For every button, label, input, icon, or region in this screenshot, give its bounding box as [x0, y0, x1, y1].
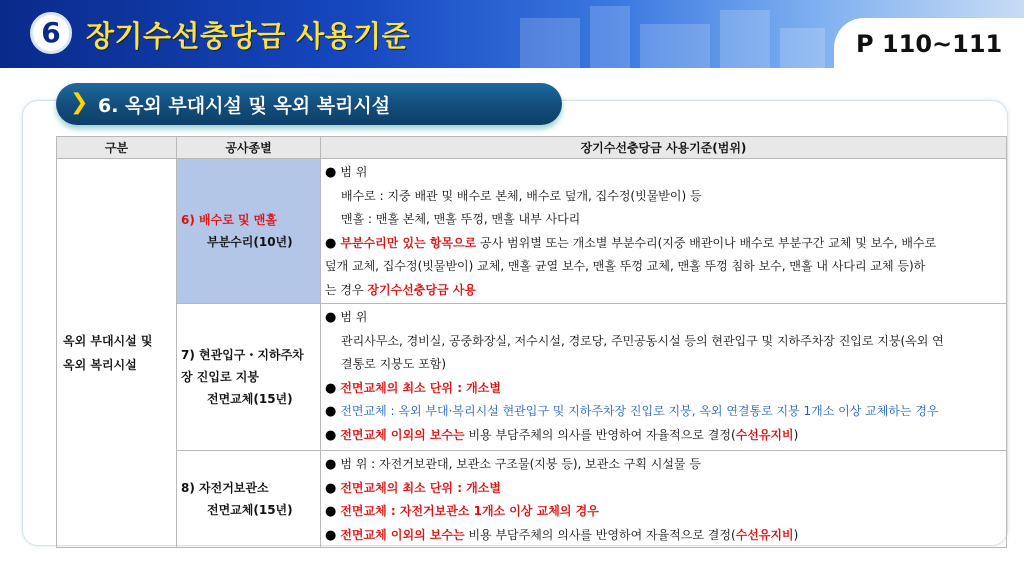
work-type-cell [177, 451, 321, 548]
closing-paren: ) [793, 427, 799, 442]
partial-emphasis: 부분수리만 있는 항목으로 [340, 235, 477, 250]
work-type-name: 6) 배수로 및 맨홀 [181, 213, 277, 227]
table-row [57, 159, 1007, 304]
work-type-cycle: 전면교체(15년) [207, 392, 293, 406]
other-repair-emphasis: 전면교체 이외의 보수는 [340, 427, 465, 442]
bullet-icon: ● [325, 310, 337, 325]
partial-text: 공사 범위별 또는 개소별 부분수리(지중 배관이나 배수로 부분구간 교체 및 보수, 배수로 [476, 235, 937, 250]
header-work-type: 공사종별 [177, 137, 321, 159]
building-silhouette [520, 18, 580, 68]
work-type-name: 8) 자전거보관소 [181, 481, 269, 495]
category-cell [57, 159, 177, 548]
scope-line: 결통로 지붕도 포함) [341, 357, 447, 371]
bullet-icon: ● [325, 380, 337, 396]
category-line: 옥외 복리시설 [63, 358, 137, 372]
bullet-icon: ● [325, 165, 337, 180]
full-replacement-def: 전면교체 : 옥외 부대·복리시설 현관입구 및 지하주차장 진입로 지붕, 옥외 연결통로 지붕 1개소 이상 교체하는 경우 [340, 404, 939, 418]
work-type-name: 장 진입로 지붕 [181, 370, 259, 384]
page-title: 장기수선충당금 사용기준 [86, 19, 411, 53]
table-header-row [57, 137, 1007, 159]
standard-cell [321, 304, 1007, 451]
standard-cell [321, 159, 1007, 304]
section-title: 6. 옥외 부대시설 및 옥외 복리시설 [98, 95, 391, 117]
bullet-icon: ● [325, 404, 337, 419]
standards-table [56, 136, 1007, 548]
header-category: 구분 [57, 137, 177, 159]
work-type-cell [177, 159, 321, 304]
scope-line: 범 위 : 자전거보관대, 보관소 구조물(지붕 등), 보관소 구획 시설물 등 [340, 457, 701, 471]
scope-label: 범 위 [340, 310, 368, 324]
section-number-badge: 6 [30, 12, 72, 54]
chevron-right-icon: ❯ [70, 90, 89, 115]
closing-paren: ) [793, 527, 799, 542]
full-replacement-def: 전면교체 : 자전거보관소 1개소 이상 교체의 경우 [340, 504, 599, 518]
work-type-cell [177, 304, 321, 451]
bullet-icon: ● [325, 427, 337, 443]
category-line: 옥외 부대시설 및 [63, 334, 153, 348]
partial-emphasis: 장기수선충당금 사용 [367, 282, 476, 297]
maintenance-fee-label: 수선유지비 [735, 527, 794, 542]
page-reference: P 110~111 [856, 30, 1003, 58]
bullet-icon: ● [325, 527, 337, 543]
scope-label: 범 위 [340, 165, 368, 179]
building-silhouette [720, 10, 770, 68]
work-type-name: 7) 현관입구・지하주차 [181, 348, 304, 362]
header-standard: 장기수선충당금 사용기준(범위) [321, 137, 1007, 159]
bullet-icon: ● [325, 457, 337, 472]
min-unit: 전면교체의 최소 단위 : 개소별 [340, 380, 501, 395]
bullet-icon: ● [325, 480, 337, 496]
other-repair-text: 비용 부담주체의 의사를 반영하여 자율적으로 결정( [464, 427, 736, 442]
bullet-icon: ● [325, 235, 337, 251]
building-silhouette [590, 6, 630, 68]
work-type-cycle: 부분수리(10년) [207, 235, 293, 249]
building-silhouette [640, 24, 710, 68]
maintenance-fee-label: 수선유지비 [735, 427, 794, 442]
scope-line: 배수로 : 지중 배관 및 배수로 본체, 배수로 덮개, 집수정(빗물받이) 등 [341, 188, 702, 203]
standard-cell [321, 451, 1007, 548]
partial-text: 는 경우 [325, 282, 368, 297]
work-type-cycle: 전면교체(15년) [207, 503, 293, 517]
other-repair-text: 비용 부담주체의 의사를 반영하여 자율적으로 결정( [464, 527, 736, 542]
building-silhouette [780, 28, 825, 68]
scope-line: 맨홀 : 맨홀 본체, 맨홀 뚜껑, 맨홀 내부 사다리 [341, 212, 581, 226]
scope-line: 관리사무소, 경비실, 공중화장실, 저수시설, 경로당, 주민공동시설 등의 현관입구 및 지하주차장 진입로 지붕(옥외 연 [341, 333, 944, 348]
table-row [57, 304, 1007, 451]
min-unit: 전면교체의 최소 단위 : 개소별 [340, 480, 501, 495]
table-row [57, 451, 1007, 548]
other-repair-emphasis: 전면교체 이외의 보수는 [340, 527, 465, 542]
partial-text: 덮개 교체, 집수정(빗물받이) 교체, 맨홀 균열 보수, 맨홀 뚜껑 교체, 맨홀 뚜껑 침하 보수, 맨홀 내 사다리 교체 등)하 [325, 259, 926, 273]
bullet-icon: ● [325, 504, 337, 519]
